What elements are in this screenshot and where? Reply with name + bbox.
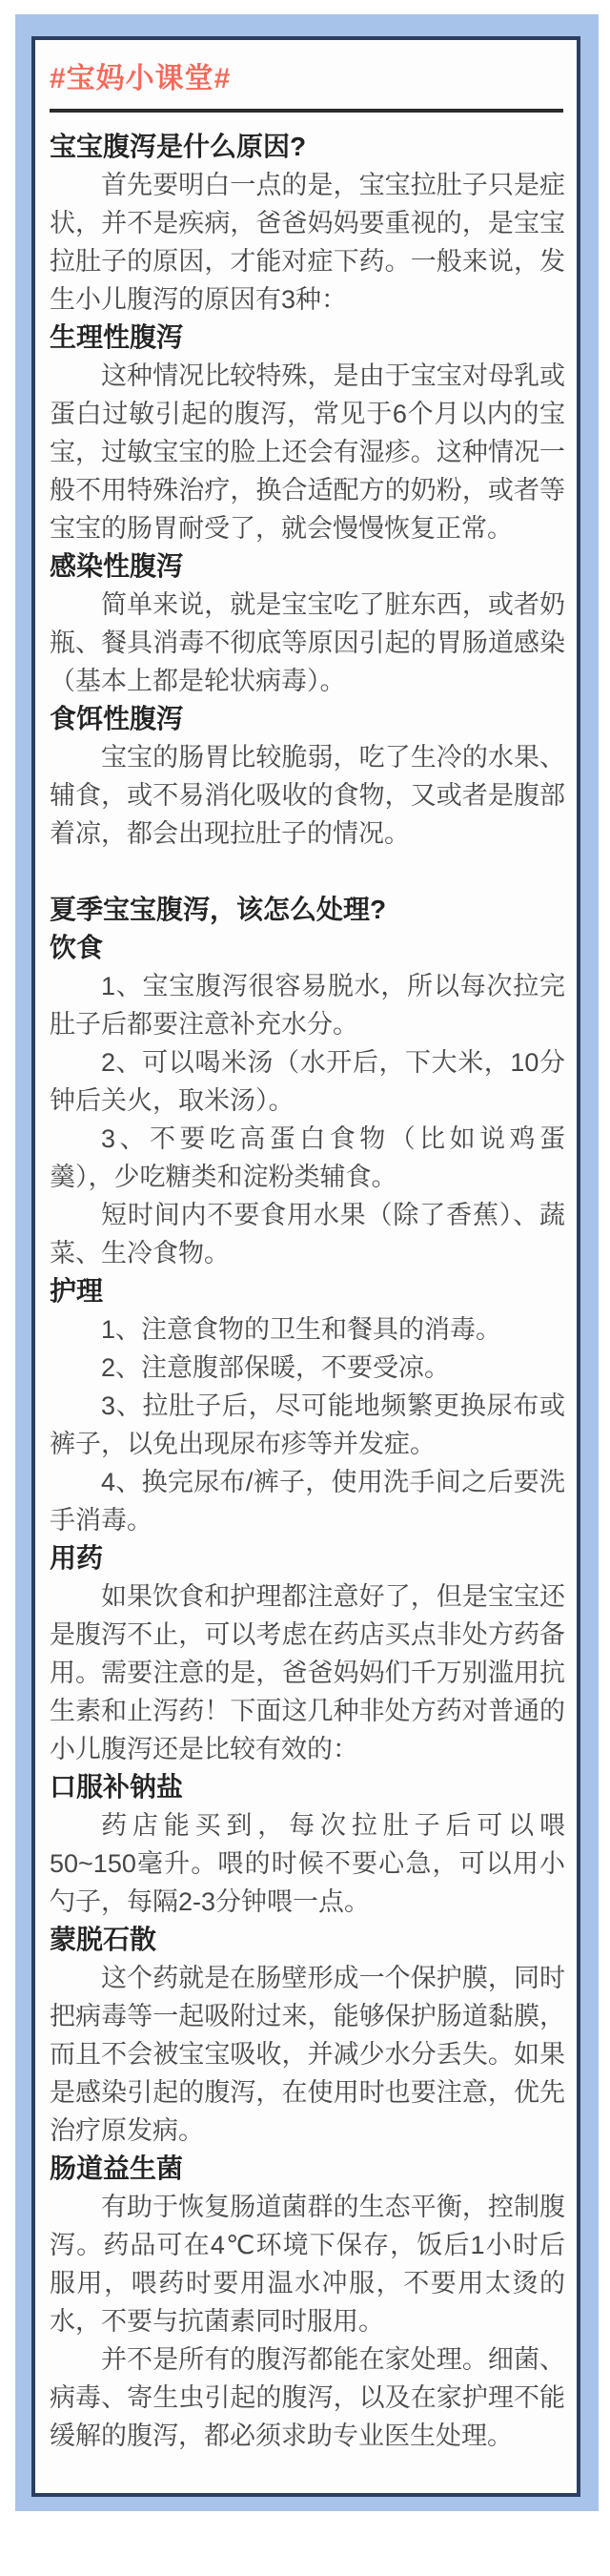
title-divider: [50, 109, 563, 113]
article-card: [31, 36, 580, 2497]
topic-badge: #宝妈小课堂#: [50, 63, 232, 94]
article-paragraph: 1、注意食物的卫生和餐具的消毒。: [101, 1315, 502, 1344]
article-heading: 夏季宝宝腹泻，该怎么处理?: [50, 895, 387, 924]
article-subheading: 护理: [50, 1276, 104, 1306]
article-paragraph: 如果饮食和护理都注意好了，但是宝宝还是腹泻不止，可以考虑在药店买点非处方药备用。需要注意的是，爸爸妈妈们千万别滥用抗生素和止泻药！下面这几种非处方药对普通的小儿腹泻还是比较有效的：: [50, 1582, 565, 1763]
article-body: [50, 128, 565, 2455]
article-paragraph: 药店能买到，每次拉肚子后可以喂50~150毫升。喂的时候不要心急，可以用小勺子，每隔2-3分钟喂一点。: [50, 1811, 565, 1916]
section-spacer: [50, 853, 565, 891]
article-subheading: 饮食: [50, 933, 104, 962]
article-subheading: 生理性腹泻: [50, 322, 184, 352]
article-paragraph: 这个药就是在肠壁形成一个保护膜，同时把病毒等一起吸附过来，能够保护肠道黏膜，而且不会被宝宝吸收，并减少水分丢失。如果是感染引起的腹泻，在使用时也要注意，优先治疗原发病。: [50, 1964, 565, 2145]
article-subheading: 口服补钠盐: [50, 1772, 184, 1802]
article-subheading: 蒙脱石散: [50, 1925, 157, 1954]
article-paragraph: 4、换完尿布/裤子，使用洗手间之后要洗手消毒。: [50, 1468, 565, 1535]
article-heading: 宝宝腹泻是什么原因?: [50, 132, 307, 161]
article-paragraph: 这种情况比较特殊，是由于宝宝对母乳或蛋白过敏引起的腹泻，常见于6个月以内的宝宝，过敏宝宝的脸上还会有湿疹。这种情况一般不用特殊治疗，换合适配方的奶粉，或者等宝宝的肠胃耐受了，就会慢慢恢复正常。: [50, 361, 565, 543]
article-paragraph: 宝宝的肠胃比较脆弱，吃了生冷的水果、辅食，或不易消化吸收的食物，又或者是腹部着凉，都会出现拉肚子的情况。: [50, 743, 565, 848]
article-paragraph: 1、宝宝腹泻很容易脱水，所以每次拉完肚子后都要注意补充水分。: [50, 972, 565, 1039]
article-paragraph: 简单来说，就是宝宝吃了脏东西，或者奶瓶、餐具消毒不彻底等原因引起的胃肠道感染（基本上都是轮状病毒）。: [50, 590, 565, 695]
article-paragraph: 有助于恢复肠道菌群的生态平衡，控制腹泻。药品可在4℃环境下保存，饭后1小时后服用，喂药时要用温水冲服，不要用太烫的水，不要与抗菌素同时服用。: [50, 2193, 565, 2336]
article-paragraph: 3、不要吃高蛋白食物（比如说鸡蛋羹），少吃糖类和淀粉类辅食。: [50, 1124, 565, 1191]
article-paragraph: 短时间内不要食用水果（除了香蕉）、蔬菜、生冷食物。: [50, 1201, 565, 1267]
article-paragraph: 首先要明白一点的是，宝宝拉肚子只是症状，并不是疾病，爸爸妈妈要重视的，是宝宝拉肚子的原因，才能对症下药。一般来说，发生小儿腹泻的原因有3种：: [50, 171, 565, 314]
article-subheading: 食饵性腹泻: [50, 704, 184, 733]
article-subheading: 感染性腹泻: [50, 551, 184, 581]
article-paragraph: 3、拉肚子后，尽可能地频繁更换尿布或裤子，以免出现尿布疹等并发症。: [50, 1391, 565, 1458]
blue-frame: [15, 14, 599, 2511]
article-paragraph: 2、注意腹部保暖，不要受凉。: [101, 1353, 451, 1382]
article-paragraph: 并不是所有的腹泻都能在家处理。细菌、病毒、寄生虫引起的腹泻，以及在家护理不能缓解的腹泻，都必须求助专业医生处理。: [50, 2345, 565, 2450]
article-paragraph: 2、可以喝米汤（水开后，下大米，10分钟后关火，取米汤）。: [50, 1048, 565, 1115]
article-subheading: 肠道益生菌: [50, 2154, 184, 2183]
article-subheading: 用药: [50, 1543, 104, 1573]
